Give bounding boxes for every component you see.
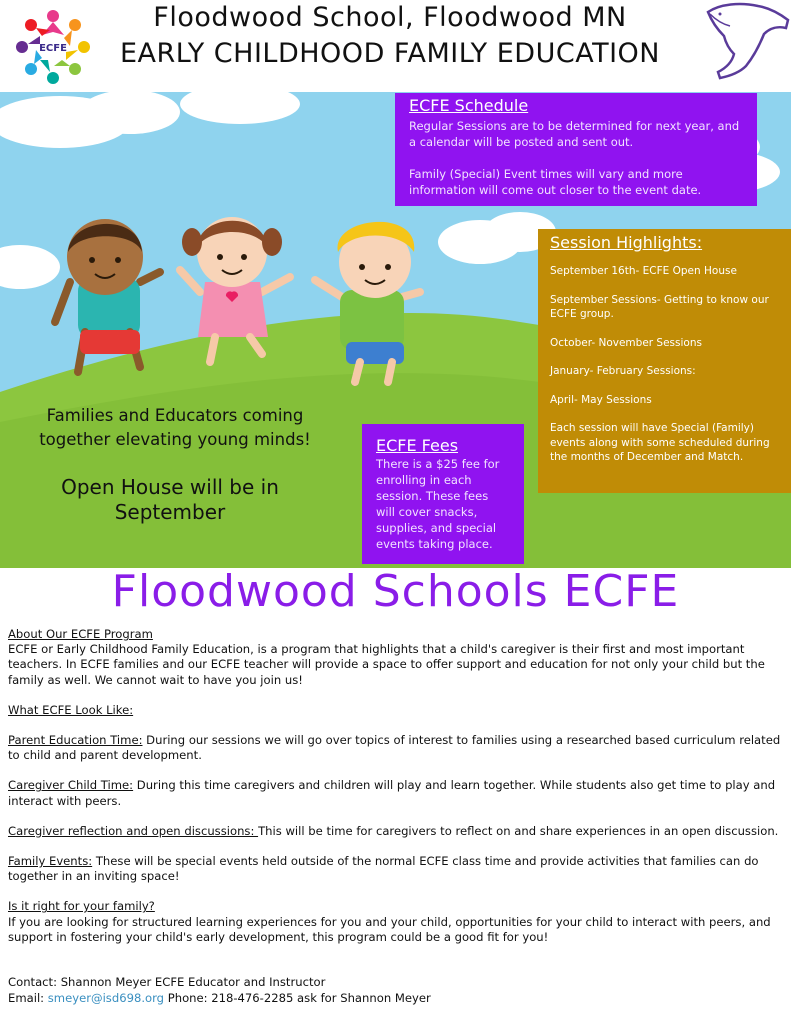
section-label: Caregiver Child Time: bbox=[8, 778, 134, 793]
highlight-item: September 16th- ECFE Open House bbox=[550, 265, 737, 277]
main-title: Floodwood Schools ECFE bbox=[111, 566, 680, 617]
section-parent-education bbox=[8, 733, 786, 763]
polar-bear-mascot-icon bbox=[700, 0, 791, 85]
section-text: These will be special events held outside of the normal ECFE class time and provide activities that families can do together in an inviting space! bbox=[8, 854, 759, 884]
logo-text: ECFE bbox=[39, 43, 67, 54]
highlight-item: Each session will have Special (Family) events along with some scheduled during the months of December and Match. bbox=[550, 422, 770, 463]
hero-scene bbox=[0, 92, 791, 568]
right-for-you-text: If you are looking for structured learning experiences for you and your child, opportunities for your child to interact with peers, and support in fostering your child's early development, this program could be a good fit for you! bbox=[8, 914, 771, 944]
schedule-paragraph-1: Regular Sessions are to be determined for next year, and a calendar will be posted and sent out. bbox=[409, 119, 740, 149]
phone-text: Phone: 218-476-2285 ask for Shannon Meyer bbox=[164, 990, 431, 1005]
about-text: ECFE or Early Childhood Family Education, is a program that highlights that a child's caregiver is their first and most important teachers. In ECFE families and our ECFE teacher will provide a space to offer support and education for not only your child but the family as well. We cannot wait to have you join us! bbox=[8, 642, 765, 687]
look-like-heading: What ECFE Look Like: bbox=[8, 702, 134, 717]
session-highlights-panel bbox=[538, 229, 791, 493]
header-title-line2: EARLY CHILDHOOD FAMILY EDUCATION bbox=[119, 38, 660, 69]
section-text: During our sessions we will go over topics of interest to families using a researched based curriculum related to child and parent development. bbox=[8, 733, 781, 763]
section-label: Parent Education Time: bbox=[8, 733, 143, 748]
ecfe-logo bbox=[14, 8, 92, 86]
contact-info bbox=[8, 975, 431, 1006]
fees-title: ECFE Fees bbox=[376, 436, 459, 455]
about-heading: About Our ECFE Program bbox=[8, 627, 153, 641]
schedule-paragraph-2: Family (Special) Event times will vary and more information will come out closer to the event date. bbox=[409, 167, 702, 197]
section-family-events bbox=[8, 854, 786, 884]
fees-text: There is a $25 fee for enrolling in each session. These fees will cover snacks, supplies, and special events taking place. bbox=[376, 457, 500, 551]
section-text: This will be time for caregivers to reflect on and share experiences in an open discussion. bbox=[258, 823, 779, 838]
section-label: Caregiver reflection and open discussions: bbox=[8, 823, 259, 838]
section-label: Family Events: bbox=[8, 854, 93, 869]
right-for-you-heading: Is it right for your family? bbox=[8, 899, 155, 914]
fees-panel bbox=[362, 424, 524, 564]
highlights-title: Session Highlights: bbox=[550, 233, 703, 252]
schedule-panel bbox=[395, 93, 757, 206]
open-house-announcement: Open House will be in September bbox=[61, 475, 279, 524]
email-label: Email: bbox=[8, 990, 48, 1005]
highlight-item: October- November Sessions bbox=[550, 336, 702, 349]
section-caregiver-child bbox=[8, 778, 786, 808]
header-title-line1: Floodwood School, Floodwood MN bbox=[153, 2, 627, 33]
schedule-title: ECFE Schedule bbox=[409, 96, 529, 115]
email-link[interactable]: smeyer@isd698.org bbox=[47, 990, 165, 1005]
header bbox=[0, 0, 791, 92]
highlight-item: April- May Sessions bbox=[550, 393, 652, 406]
highlight-item: September Sessions- Getting to know our ECFE group. bbox=[550, 293, 769, 320]
section-text: During this time caregivers and children will play and learn together. While students also get time to play and interact with peers. bbox=[8, 778, 776, 808]
tagline: Families and Educators coming together elevating young minds! bbox=[39, 406, 311, 449]
contact-line: Contact: Shannon Meyer ECFE Educator and Instructor bbox=[8, 975, 326, 989]
section-caregiver-reflection bbox=[8, 824, 786, 839]
highlight-item: January- February Sessions: bbox=[550, 365, 696, 377]
program-description bbox=[8, 627, 786, 960]
